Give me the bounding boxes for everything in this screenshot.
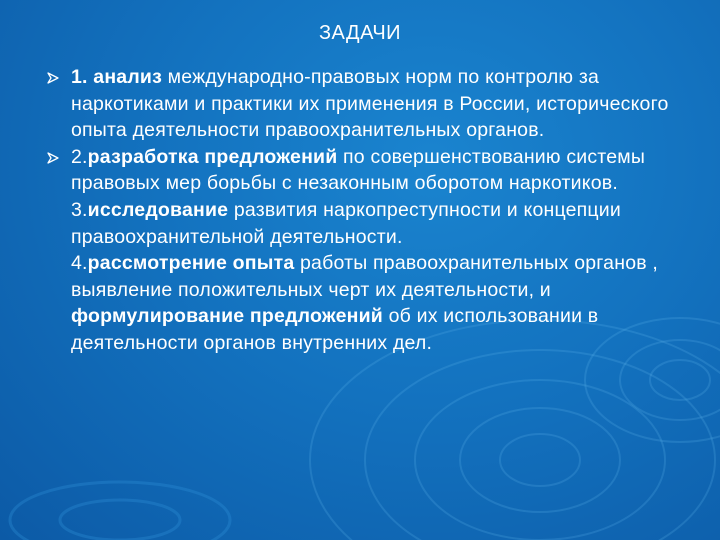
task-1-lead: 1. анализ	[71, 66, 163, 88]
task-paragraph-4	[71, 250, 691, 356]
task-3-text: развития наркопреступности и концепции правоохранительной деятельности.	[71, 198, 621, 248]
list-item	[71, 144, 691, 357]
task-list	[71, 64, 691, 357]
arrow-bullet-icon	[47, 152, 59, 164]
arrow-bullet-icon	[47, 72, 59, 84]
task-2-number: 2.	[71, 145, 88, 168]
task-3-lead: исследование	[87, 198, 229, 221]
task-4-lead: рассмотрение опыта	[87, 252, 295, 275]
task-paragraph-3	[71, 197, 691, 250]
task-paragraph-1	[71, 64, 691, 144]
task-1-text: международно-правовых норм по контролю за наркотиками и практики их применения в России, исторического опыта деятельности правоохранительных органов.	[71, 66, 669, 142]
task-paragraph-2	[71, 144, 691, 197]
task-4-number: 4.	[71, 252, 88, 275]
slide-title: ЗАДАЧИ	[318, 22, 402, 44]
list-item	[71, 64, 691, 144]
task-2-text: по совершенствованию системы правовых мер борьбы с незаконным оборотом наркотиков.	[71, 145, 646, 195]
task-3-number: 3.	[71, 198, 88, 221]
task-4-text-2: об их использовании в деятельности органов внутренних дел.	[71, 305, 599, 354]
task-4-text: работы правоохранительных органов , выявление положительных черт их деятельности, и	[71, 252, 659, 301]
task-2-lead: разработка предложений	[87, 145, 338, 168]
task-4-lead-2: формулирование предложений	[71, 305, 383, 328]
